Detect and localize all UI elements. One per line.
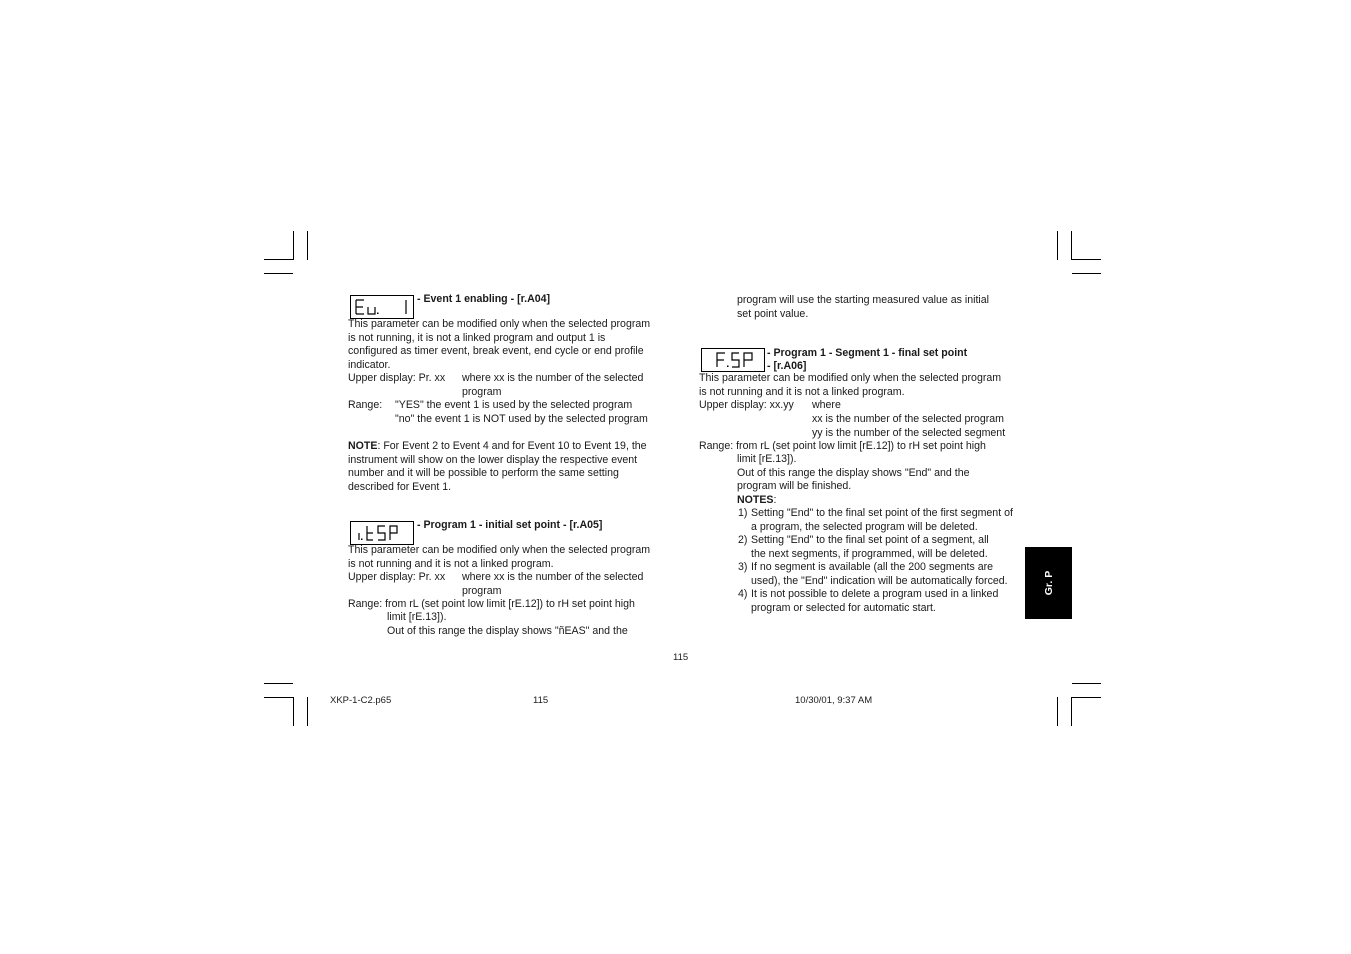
crop-mark bbox=[307, 697, 308, 726]
text-line: used), the "End" indication will be automatically forced. bbox=[751, 574, 1008, 587]
text-line: "no" the event 1 is NOT used by the selected program bbox=[395, 412, 648, 425]
text-line: Setting "End" to the final set point of a segment, all bbox=[751, 534, 989, 546]
range-continuation bbox=[737, 453, 969, 507]
footer-page: 115 bbox=[533, 695, 549, 706]
text-line: configured as timer event, break event, end cycle or end profile bbox=[348, 345, 644, 357]
text-line: where xx is the number of the selected bbox=[462, 571, 644, 583]
text-line: Out of this range the display shows "End" and the bbox=[737, 466, 970, 479]
list-number: 2) bbox=[738, 534, 748, 546]
section-title-final-setpoint bbox=[767, 347, 967, 372]
upper-display-label: Upper display: Pr. xx bbox=[348, 571, 446, 583]
text-line: yy is the number of the selected segment bbox=[812, 426, 1006, 439]
list-number: 3) bbox=[738, 561, 748, 573]
text-line: This parameter can be modified only when the selected program bbox=[699, 372, 1002, 384]
paragraph-final-setpoint bbox=[699, 372, 1001, 399]
crop-mark bbox=[264, 259, 293, 260]
section-tab bbox=[1025, 547, 1072, 619]
display-fsp-icon bbox=[701, 348, 765, 372]
crop-mark bbox=[293, 231, 294, 260]
upper-display-label: Upper display: xx.yy bbox=[699, 399, 794, 411]
crop-mark bbox=[1071, 231, 1072, 260]
section-tab-label: Gr. P bbox=[1042, 570, 1055, 596]
text-line: - Program 1 - Segment 1 - final set point bbox=[767, 347, 968, 359]
crop-mark bbox=[1071, 697, 1072, 726]
range-first-line: Range: from rL (set point low limit [rE.12]) to rH set point high bbox=[348, 598, 635, 610]
notes-label: NOTES bbox=[737, 493, 774, 506]
crop-mark bbox=[264, 273, 293, 274]
range-values bbox=[395, 399, 648, 426]
text-line: program bbox=[462, 385, 502, 398]
text-line: where xx is the number of the selected bbox=[462, 372, 644, 384]
text-line: set point value. bbox=[737, 307, 809, 320]
text-line: If no segment is available (all the 200 segments are bbox=[751, 561, 994, 573]
crop-mark bbox=[1057, 697, 1058, 726]
upper-display-label: Upper display: Pr. xx bbox=[348, 372, 446, 384]
crop-mark bbox=[307, 231, 308, 260]
upper-display-value: where bbox=[812, 399, 841, 411]
crop-mark bbox=[264, 683, 293, 684]
text-line: instrument will show on the lower display the respective event bbox=[348, 453, 638, 466]
crop-mark bbox=[1057, 231, 1058, 260]
text-line: limit [rE.13]). bbox=[387, 611, 447, 623]
text-line: This parameter can be modified only when the selected program bbox=[348, 318, 651, 330]
text-line: described for Event 1. bbox=[348, 480, 452, 493]
text-line: program will be finished. bbox=[737, 480, 852, 492]
range-label: Range: bbox=[348, 399, 383, 411]
page-number: 115 bbox=[673, 652, 689, 663]
paragraph-event1 bbox=[348, 318, 650, 372]
paragraph-initial-setpoint bbox=[348, 544, 650, 571]
text-line: program or selected for automatic start. bbox=[751, 601, 936, 614]
text-line: indicator. bbox=[348, 358, 391, 371]
footer-filename: XKP-1-C2.p65 bbox=[330, 695, 392, 706]
text-line: number and it will be possible to perform the same setting bbox=[348, 467, 619, 479]
list-number: 1) bbox=[738, 507, 748, 519]
text-line: Setting "End" to the final set point of the first segment of bbox=[751, 507, 1013, 519]
crop-mark bbox=[1072, 259, 1101, 260]
text-line: the next segments, if programmed, will be deleted. bbox=[751, 547, 988, 560]
where-lines bbox=[812, 413, 1005, 440]
display-itsp-icon bbox=[350, 521, 414, 545]
upper-display-value bbox=[462, 571, 643, 598]
upper-display-value bbox=[462, 372, 643, 399]
range-first-line: Range: from rL (set point low limit [rE.12]) to rH set point high bbox=[699, 440, 986, 452]
notes-colon: : bbox=[773, 493, 777, 506]
range-continuation bbox=[387, 611, 628, 638]
text-line: is not running, it is not a linked program and output 1 is bbox=[348, 331, 606, 344]
text-line: program bbox=[462, 584, 502, 597]
text-line: limit [rE.13]). bbox=[737, 453, 797, 465]
note-event1 bbox=[348, 440, 647, 494]
list-number: 4) bbox=[738, 588, 748, 600]
crop-mark bbox=[1072, 697, 1101, 698]
text-line: is not running and it is not a linked program. bbox=[348, 557, 554, 570]
text-line: is not running and it is not a linked program. bbox=[699, 385, 905, 398]
text-line: Out of this range the display shows "ñEAS" and the bbox=[387, 624, 628, 637]
display-ev1-icon bbox=[350, 295, 414, 319]
text-line: : For Event 2 to Event 4 and for Event 10 to Event 19, the bbox=[377, 440, 647, 452]
text-line: "YES" the event 1 is used by the selected program bbox=[395, 399, 633, 411]
text-line: This parameter can be modified only when the selected program bbox=[348, 544, 651, 556]
text-line: xx is the number of the selected program bbox=[812, 413, 1004, 425]
section-title-event1: - Event 1 enabling - [r.A04] bbox=[417, 293, 551, 305]
footer-timestamp: 10/30/01, 9:37 AM bbox=[795, 695, 873, 706]
text-line: It is not possible to delete a program used in a linked bbox=[751, 588, 999, 600]
crop-mark bbox=[1072, 273, 1101, 274]
note-label: NOTE bbox=[348, 440, 378, 452]
text-line: program will use the starting measured value as initial bbox=[737, 294, 990, 306]
text-line: a program, the selected program will be deleted. bbox=[751, 520, 978, 533]
crop-mark bbox=[293, 697, 294, 726]
text-line: - [r.A06] bbox=[767, 359, 807, 372]
continuation-text bbox=[737, 294, 989, 321]
section-title-initial-setpoint: - Program 1 - initial set point - [r.A05] bbox=[417, 519, 603, 531]
crop-mark bbox=[1072, 683, 1101, 684]
crop-mark bbox=[264, 697, 293, 698]
